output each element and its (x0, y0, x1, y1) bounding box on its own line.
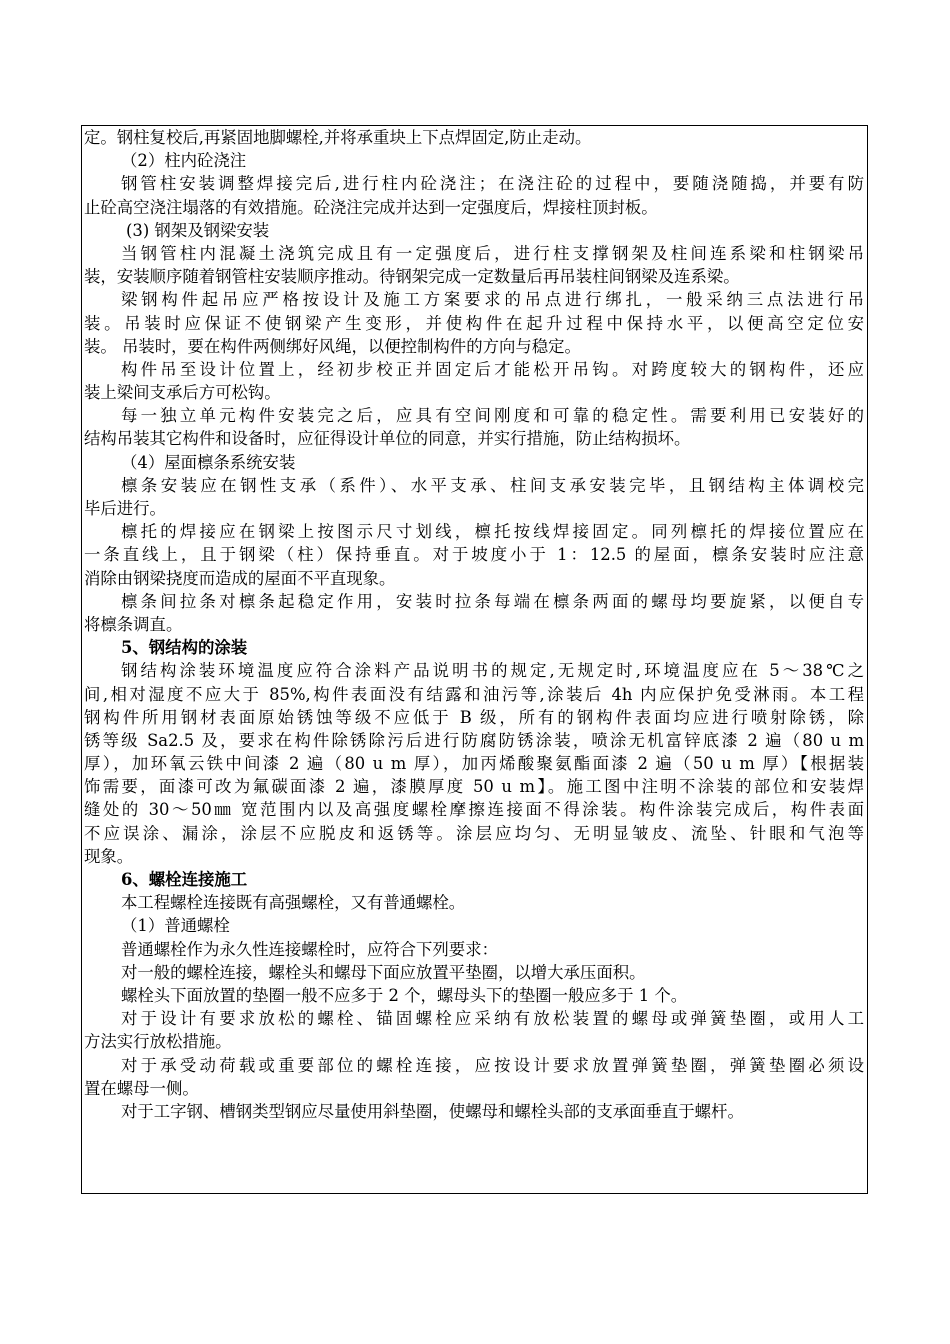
text-line: 不应误涂、漏涂，涂层不应脱皮和返锈等。涂层应均匀、无明显皱皮、流坠、针眼和气泡等 (84, 823, 864, 843)
text-line: 锈等级 Sa2.5 及，要求在构件除锈除污后进行防腐防锈涂装，喷涂无机富锌底漆 2 遍（80 u m (84, 730, 864, 750)
text-line: （4）屋面檩条系统安装 (121, 452, 296, 472)
text-line: 钢管柱安装调整焊接完后,进行柱内砼浇注；在浇注砼的过程中，要随浇随捣，并要有防 (121, 174, 864, 194)
text-line: 将檩条调直。 (84, 614, 183, 634)
text-line: 对于承受动荷载或重要部位的螺栓连接，应按设计要求放置弹簧垫圈，弹簧垫圈必须设 (121, 1055, 864, 1075)
text-line: 普通螺栓作为永久性连接螺栓时，应符合下列要求： (121, 939, 498, 959)
text-line: 梁钢构件起吊应严格按设计及施工方案要求的吊点进行绑扎，一般采纳三点法进行吊 (121, 290, 864, 310)
text-line: 当钢管柱内混凝土浇筑完成且有一定强度后，进行柱支撑钢架及柱间连系梁和柱钢梁吊 (121, 243, 864, 263)
text-line: 檩条安装应在钢性支承（系件）、水平支承、柱间支承安装完毕，且钢结构主体调校完 (121, 475, 864, 495)
text-line: 间,相对湿度不应大于 85%,构件表面没有结露和油污等,涂装后 4h 内应保护免受淋雨。本工程 (84, 684, 864, 704)
text-line: 装上梁间支承后方可松钩。 (84, 383, 281, 403)
text-line: 置在螺母一侧。 (84, 1078, 199, 1098)
text-line: 一条直线上，且于钢梁（柱）保持垂直。对于坡度小于 1：12.5 的屋面，檩条安装时应注意 (84, 545, 864, 565)
text-line: 止砼高空浇注塌落的有效措施。砼浇注完成并达到一定强度后，焊接柱顶封板。 (84, 197, 658, 217)
text-line: 厚），加环氧云铁中间漆 2 遍（80 u m 厚），加丙烯酸聚氨酯面漆 2 遍（50 u m 厚）【根据装 (84, 754, 864, 774)
text-line: 毕后进行。 (84, 499, 166, 518)
text-line: 定。钢柱复校后,再紧固地脚螺栓,并将承重块上下点焊固定,防止走动。 (84, 128, 592, 147)
text-line: 构件吊至设计位置上，经初步校正并固定后才能松开吊钩。对跨度较大的钢构件，还应 (121, 359, 864, 379)
text-line: 缝处的 30～50㎜ 宽范围内以及高强度螺栓摩擦连接面不得涂装。构件涂装完成后，构件表面 (84, 800, 864, 820)
text-line: 每一独立单元构件安装完之后，应具有空间刚度和可靠的稳定性。需要利用已安装好的 (121, 406, 864, 426)
document-body (84, 126, 864, 1123)
text-line: 现象。 (84, 846, 134, 866)
text-line: 装，安装顺序随着钢管柱安装顺序推动。待钢架完成一定数量后再吊装柱间钢梁及连系梁。 (84, 267, 740, 287)
section-heading: 5、钢结构的涂装 (121, 638, 248, 658)
text-line: 装。 吊装时，要在构件两侧绑好风绳，以便控制构件的方向与稳定。 (84, 336, 581, 356)
text-line: (3) 钢架及钢梁安装 (126, 220, 270, 240)
text-line: 檩条间拉条对檩条起稳定作用，安装时拉条每端在檩条两面的螺母均要旋紧，以便自专 (121, 591, 864, 611)
text-line: 装。吊装时应保证不使钢梁产生变形，并使构件在起升过程中保持水平，以便高空定位安 (84, 313, 864, 333)
text-line: （1）普通螺栓 (121, 916, 230, 936)
text-line: （2）柱内砼浇注 (121, 151, 247, 171)
text-line: 檩托的焊接应在钢梁上按图示尺寸划线，檩托按线焊接固定。同列檩托的焊接位置应在 (121, 522, 864, 542)
text-line: 钢构件所用钢材表面原始锈蚀等级不应低于 B 级，所有的钢构件表面均应进行喷射除锈，除 (84, 707, 864, 727)
text-line: 对于设计有要求放松的螺栓、锚固螺栓应采纳有放松装置的螺母或弹簧垫圈，或用人工 (121, 1009, 864, 1029)
text-line: 对一般的螺栓连接，螺栓头和螺母下面应放置平垫圈，以增大承压面积。 (121, 962, 646, 982)
text-line: 钢结构涂装环境温度应符合涂料产品说明书的规定,无规定时,环境温度应在 5～38℃之 (121, 661, 864, 681)
text-line: 本工程螺栓连接既有高强螺栓，又有普通螺栓。 (121, 893, 466, 913)
text-line: 饰需要，面漆可改为氟碳面漆 2 遍，漆膜厚度 50 u m】。施工图中注明不涂装的部位和安装焊 (84, 777, 864, 797)
section-heading: 6、螺栓连接施工 (121, 870, 248, 889)
text-line: 对于工字钢、槽钢类型钢应尽量使用斜垫圈，使螺母和螺栓头部的支承面垂直于螺杆。 (121, 1101, 744, 1121)
text-line: 方法实行放松措施。 (84, 1032, 232, 1052)
text-line: 结构吊装其它构件和设备时，应征得设计单位的同意，并实行措施，防止结构损坏。 (84, 429, 691, 449)
text-line: 螺栓头下面放置的垫圈一般不应多于 2 个，螺母头下的垫圈一般应多于 1 个。 (121, 985, 688, 1005)
text-line: 消除由钢梁挠度而造成的屋面不平直现象。 (84, 568, 396, 588)
